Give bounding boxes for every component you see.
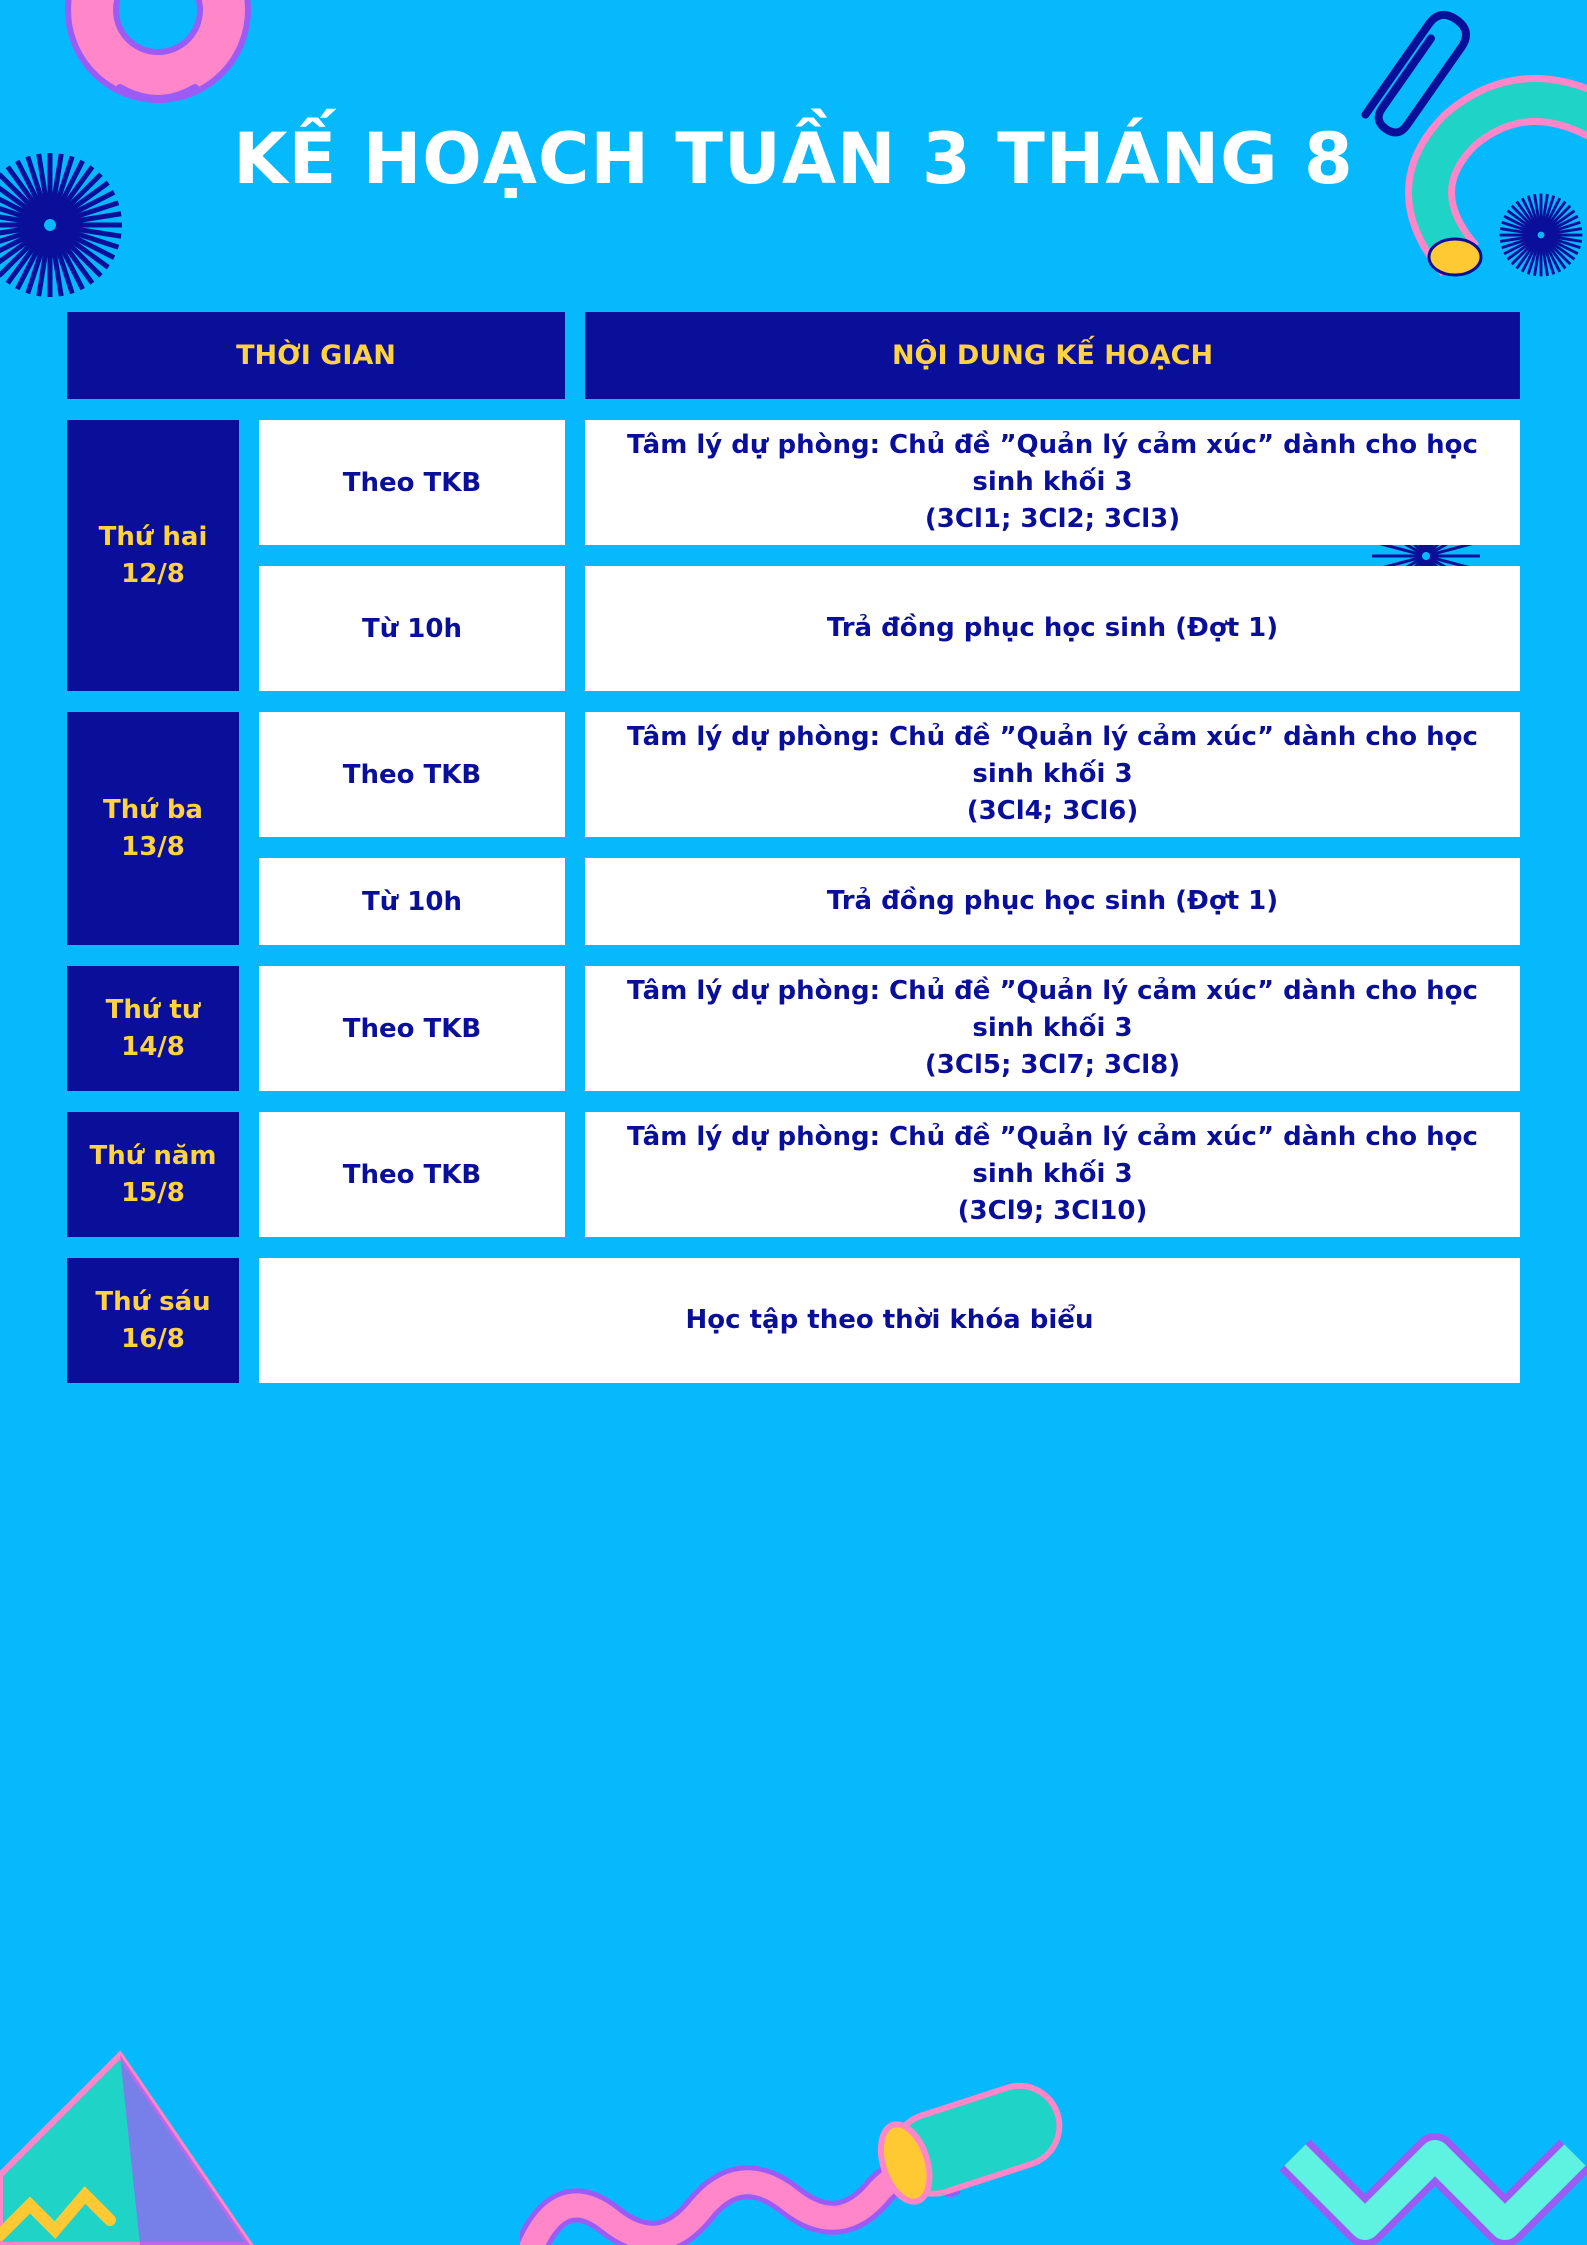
content-line1: Tâm lý dự phòng: Chủ đề ”Quản lý cảm xúc” dành cho học sinh khối 3 [627, 1122, 1478, 1189]
time-cell [259, 858, 565, 945]
day-cell [67, 1112, 239, 1237]
time-cell [259, 1112, 565, 1237]
content-cell [585, 858, 1520, 945]
time-cell [259, 966, 565, 1091]
merged-content-cell [259, 1258, 1520, 1383]
time-text: Theo TKB [342, 759, 482, 790]
content-line1: Trả đồng phục học sinh (Đợt 1) [826, 613, 1279, 643]
content-line2: (3Cl1; 3Cl2; 3Cl3) [924, 504, 1181, 534]
day-name: Thứ sáu [95, 1286, 211, 1317]
content-cell [585, 566, 1520, 691]
day-name: Thứ ba [103, 794, 203, 825]
day-name: Thứ tư [105, 994, 201, 1025]
time-text: Theo TKB [342, 467, 482, 498]
time-cell [259, 420, 565, 545]
time-text: Theo TKB [342, 1013, 482, 1044]
day-date: 16/8 [121, 1323, 185, 1354]
content-line1: Trả đồng phục học sinh (Đợt 1) [826, 886, 1279, 916]
day-cell [67, 966, 239, 1091]
time-cell [259, 566, 565, 691]
header-time [67, 312, 565, 399]
pyramid-shape [0, 2045, 270, 2245]
day-date: 15/8 [121, 1177, 185, 1208]
content-cell [585, 966, 1520, 1091]
cylinder-shape [860, 2060, 1090, 2210]
day-cell [67, 712, 239, 945]
merged-content-text: Học tập theo thời khóa biểu [685, 1305, 1094, 1335]
day-name: Thứ năm [89, 1140, 217, 1171]
time-text: Theo TKB [342, 1159, 482, 1190]
time-text: Từ 10h [362, 886, 462, 917]
content-line2: (3Cl4; 3Cl6) [966, 796, 1139, 826]
header-content-label: NỘI DUNG KẾ HOẠCH [891, 340, 1214, 371]
day-date: 14/8 [121, 1031, 185, 1062]
day-cell [67, 420, 239, 691]
time-cell [259, 712, 565, 837]
content-line2: (3Cl9; 3Cl10) [957, 1196, 1148, 1226]
day-cell [67, 1258, 239, 1383]
day-name: Thứ hai [98, 521, 208, 552]
sunburst-small-shape [1372, 545, 1480, 567]
content-cell [585, 712, 1520, 837]
content-line2: (3Cl5; 3Cl7; 3Cl8) [924, 1050, 1181, 1080]
header-content [585, 312, 1520, 399]
page-title: KẾ HOẠCH TUẦN 3 THÁNG 8 [233, 118, 1354, 200]
content-cell [585, 1112, 1520, 1237]
content-line1: Tâm lý dự phòng: Chủ đề ”Quản lý cảm xúc” dành cho học sinh khối 3 [627, 976, 1478, 1043]
content-cell [585, 420, 1520, 545]
header-time-label: THỜI GIAN [236, 340, 396, 371]
time-text: Từ 10h [362, 613, 462, 644]
content-line1: Tâm lý dự phòng: Chủ đề ”Quản lý cảm xúc” dành cho học sinh khối 3 [627, 722, 1478, 789]
content-line1: Tâm lý dự phòng: Chủ đề ”Quản lý cảm xúc” dành cho học sinh khối 3 [627, 430, 1478, 497]
day-date: 12/8 [121, 558, 185, 589]
day-date: 13/8 [121, 831, 185, 862]
zigzag-shape [1275, 2125, 1587, 2245]
